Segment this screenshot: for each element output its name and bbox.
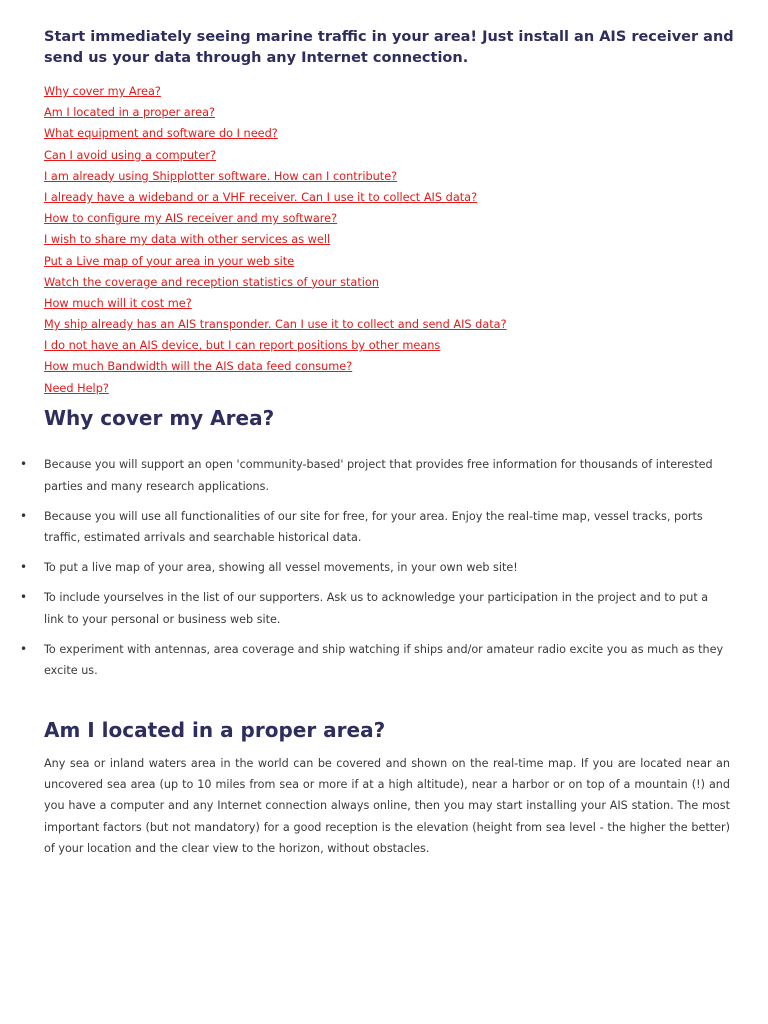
- faq-link-item: [44, 376, 507, 397]
- faq-link-coverage-stats[interactable]: Watch the coverage and reception statistics of your station: [44, 275, 379, 289]
- bullet-icon: •: [20, 590, 28, 604]
- faq-link-item: [44, 206, 507, 227]
- intro-text: Start immediately seeing marine traffic in your area! Just install an AIS receiver and send us your data through any Internet connection.: [44, 29, 734, 66]
- faq-link-cost[interactable]: How much will it cost me?: [44, 296, 192, 310]
- bullet-icon: •: [20, 508, 28, 523]
- bullet-icon: •: [20, 641, 28, 656]
- faq-link-item: [44, 143, 507, 164]
- bullet-text: To put a live map of your area, showing all vessel movements, in your own web site!: [44, 561, 518, 574]
- faq-link-wideband-receiver[interactable]: I already have a wideband or a VHF receiver. Can I use it to collect AIS data?: [44, 190, 478, 204]
- bullet-icon: •: [20, 560, 28, 574]
- faq-link-item: [44, 291, 507, 312]
- faq-link-item: [44, 249, 507, 270]
- bullet-item: [0, 557, 768, 579]
- why-cover-bullet-list: [0, 454, 768, 690]
- bullet-text: Because you will support an open 'community-based' project that provides free information for thousands of interested parties and many research applications.: [44, 458, 713, 493]
- bullet-icon: •: [20, 457, 28, 471]
- faq-link-item: [44, 227, 507, 248]
- faq-link-ship-transponder[interactable]: My ship already has an AIS transponder. Can I use it to collect and send AIS data?: [44, 318, 507, 332]
- bullet-item: [0, 454, 768, 497]
- faq-link-no-ais-device[interactable]: I do not have an AIS device, but I can report positions by other means: [44, 339, 441, 353]
- bullet-text: To experiment with antennas, area coverage and ship watching if ships and/or amateur radio excite you as much as they excite us.: [44, 642, 724, 677]
- section-heading-proper-area: Am I located in a proper area?: [44, 718, 386, 742]
- faq-link-item: [44, 270, 507, 291]
- bullet-text: To include yourselves in the list of our supporters. Ask us to acknowledge your participation in the project and to put a link to your personal or business web site.: [44, 591, 709, 626]
- faq-link-item: [44, 312, 507, 333]
- bullet-item: [0, 506, 768, 549]
- faq-link-item: [44, 121, 507, 142]
- section-heading-why-cover-area: Why cover my Area?: [44, 406, 275, 430]
- bullet-item: [0, 639, 768, 682]
- faq-link-need-help[interactable]: Need Help?: [44, 381, 109, 395]
- bullet-item: [0, 587, 768, 630]
- faq-link-why-cover-area[interactable]: Why cover my Area?: [44, 85, 161, 98]
- proper-area-paragraph: Any sea or inland waters area in the world can be covered and shown on the real-time map. If you are located near an uncovered sea area (up to 10 miles from sea or more if at a high altitude), near a harbor or on top of a mountain (!) and you have a computer and any Internet connection always online, then you may start installing your AIS station. The most important factors (but not mandatory) for a good reception is the elevation (height from sea level - the higher the better) of your location and the clear view to the horizon, without obstacles.: [44, 757, 730, 855]
- bullet-text: Because you will use all functionalities of our site for free, for your area. Enjoy the real-time map, vessel tracks, ports traffic, estimated arrivals and searchable historical data.: [44, 509, 703, 544]
- faq-link-item: [44, 164, 507, 185]
- faq-link-share-data[interactable]: I wish to share my data with other services as well: [44, 233, 331, 247]
- faq-link-item: [44, 100, 507, 121]
- faq-link-shipplotter[interactable]: I am already using Shipplotter software. How can I contribute?: [44, 169, 398, 183]
- faq-link-item: [44, 79, 507, 100]
- faq-link-item: [44, 333, 507, 354]
- faq-link-avoid-computer[interactable]: Can I avoid using a computer?: [44, 148, 217, 162]
- faq-link-configure-receiver[interactable]: How to configure my AIS receiver and my software?: [44, 212, 338, 226]
- faq-link-live-map[interactable]: Put a Live map of your area in your web site: [44, 254, 295, 268]
- faq-link-list: [44, 79, 507, 397]
- faq-link-item: [44, 354, 507, 375]
- faq-link-equipment[interactable]: What equipment and software do I need?: [44, 127, 278, 141]
- faq-link-proper-area[interactable]: Am I located in a proper area?: [44, 106, 215, 120]
- faq-link-bandwidth[interactable]: How much Bandwidth will the AIS data feed consume?: [44, 360, 353, 374]
- faq-link-item: [44, 185, 507, 206]
